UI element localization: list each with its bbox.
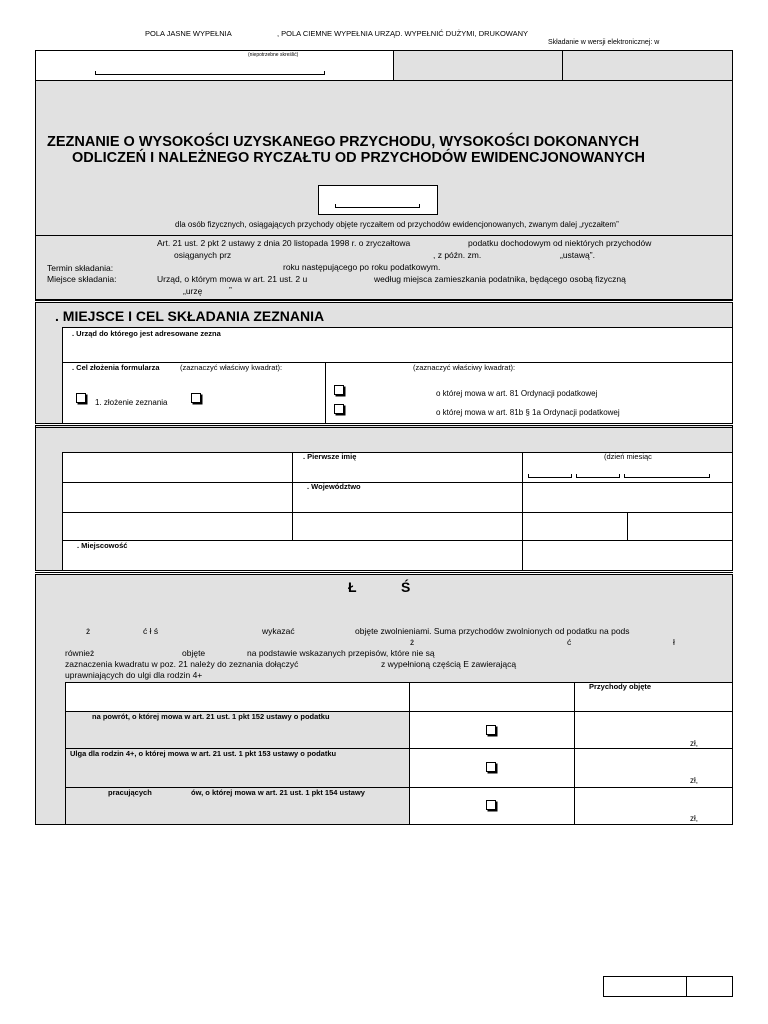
checkbox-relief-return[interactable] <box>486 725 496 735</box>
checkbox-relief-senior[interactable] <box>486 800 496 810</box>
relief-row-2-amount[interactable] <box>574 748 733 788</box>
currency-label: zł, <box>690 776 698 785</box>
option-art81b: o której mowa w art. 81b § 1a Ordynacji podatkowej <box>436 408 620 417</box>
checkbox-art81[interactable] <box>334 385 344 395</box>
section-c-text-1c: wykazać <box>262 626 295 636</box>
place-text-d: ” <box>229 285 232 295</box>
checkbox-art81b[interactable] <box>334 404 344 414</box>
option-submission: 1. złożenie zeznania <box>95 398 168 407</box>
option-art81: o której mowa w art. 81 Ordynacji podatkowej <box>436 389 598 398</box>
legal-basis-2c: „ustawą”. <box>560 250 595 260</box>
office-field-1 <box>393 50 563 81</box>
purpose-label: . Cel złożenia formularza <box>72 363 160 372</box>
optional-note: (niepotrzebne skreślić) <box>248 52 299 58</box>
section-divider <box>35 300 733 301</box>
section-divider <box>35 572 733 573</box>
legal-basis-1: Art. 21 ust. 2 pkt 2 ustawy z dnia 20 listopada 1998 r. o zryczałtowa <box>157 238 411 248</box>
currency-label: zł, <box>690 739 698 748</box>
relief-row-3-label-a: pracujących <box>108 788 152 797</box>
birth-month-input[interactable] <box>576 474 620 478</box>
place-label: Miejsce składania: <box>47 274 117 284</box>
electronic-filing-note: Składanie w wersji elektronicznej: w <box>548 39 660 46</box>
form-code-divider <box>686 976 687 997</box>
place-text: Urząd, o którym mowa w art. 21 ust. 2 u <box>157 274 308 284</box>
section-c-text-1d: objęte zwolnieniami. Suma przychodów zwolnionych od podatku na pods <box>355 626 630 636</box>
section-c-heading-l: Ł <box>348 579 357 595</box>
purpose-hint-right: (zaznaczyć właściwy kwadrat): <box>413 363 516 372</box>
deadline-label: Termin składania: <box>47 263 114 273</box>
legal-basis-2b: , z późn. zm. <box>433 250 482 260</box>
surname-field[interactable] <box>62 452 293 483</box>
place-text-b: według miejsca zamieszkania podatnika, będącego osobą fizyczną <box>374 274 626 284</box>
table-header-description <box>65 682 410 712</box>
house-number-field[interactable] <box>522 512 628 541</box>
fill-instruction-left: POLA JASNE WYPEŁNIA <box>145 29 232 38</box>
tax-office-label: . Urząd do którego jest adresowane zezna <box>72 329 221 338</box>
city-field[interactable] <box>62 540 523 571</box>
postal-code-field[interactable] <box>522 540 733 571</box>
section-c-text-4b: z wypełnioną częścią E zawierającą <box>381 659 517 669</box>
section-c-text-2c: ł <box>673 637 675 647</box>
relief-row-3-amount[interactable] <box>574 787 733 825</box>
first-name-label: . Pierwsze imię <box>303 452 357 461</box>
section-c-text-1b: ć ł ś <box>143 626 159 636</box>
column-income-label: Przychody objęte <box>589 682 652 691</box>
tax-year-box <box>318 185 438 215</box>
section-divider <box>35 427 733 428</box>
city-label: . Miejscowość <box>77 541 128 550</box>
legal-basis-1b: podatku dochodowym od niektórych przychodów <box>468 238 652 248</box>
checkbox-relief-family[interactable] <box>486 762 496 772</box>
section-c-text-3b: objęte <box>182 648 206 658</box>
form-code-box <box>603 976 733 997</box>
section-c-text-3a: również <box>65 648 95 658</box>
checkbox-submission[interactable] <box>76 393 86 403</box>
fill-instruction-right: , POLA CIEMNE WYPEŁNIA URZĄD. WYPEŁNIĆ DUŻYMI, DRUKOWANY <box>277 29 529 38</box>
section-c-text-2b: ć <box>567 637 572 647</box>
section-a-heading: . MIEJSCE I CEL SKŁADANIA ZEZNANIA <box>55 308 325 324</box>
section-c-text-1a: ż <box>86 626 91 636</box>
apartment-number-field[interactable] <box>627 512 733 541</box>
form-subtitle: dla osób fizycznych, osiągających przychody objęte ryczałtem od przychodów ewidencjonowanych, zwanym dalej „ryczałtem” <box>175 220 619 229</box>
tax-id-input[interactable] <box>95 71 325 75</box>
county-field[interactable] <box>522 482 733 513</box>
section-c-text-3c: na podstawie wskazanych przepisów, które nie są <box>247 648 435 658</box>
currency-label: zł, <box>690 814 698 823</box>
relief-row-2-label: Ulga dla rodzin 4+, o której mowa w art. 21 ust. 1 pkt 153 ustawy o podatku <box>70 749 337 758</box>
section-c-text-2a: ż <box>410 637 415 647</box>
voivodeship-label: . Województwo <box>307 482 361 491</box>
form-title-line-2: ODLICZEŃ I NALEŻNEGO RYCZAŁTU OD PRZYCHODÓW EWIDENCJONOWANYCH <box>72 150 646 166</box>
deadline-text: roku następującego po roku podatkowym. <box>283 262 441 272</box>
section-c-text-4a: zaznaczenia kwadratu w poz. 21 należy do zeznania dołączyć <box>65 659 299 669</box>
checkbox-correction[interactable] <box>191 393 201 403</box>
relief-row-1-label: na powrót, o której mowa w art. 21 ust. 1 pkt 152 ustawy o podatku <box>92 712 330 721</box>
tax-year-input[interactable] <box>335 204 420 208</box>
section-c-text-5: uprawniających do ulgi dla rodzin 4+ <box>65 670 203 680</box>
country-field[interactable] <box>62 482 293 513</box>
birth-year-input[interactable] <box>624 474 710 478</box>
street-field[interactable] <box>292 512 523 541</box>
legal-basis-2: osiąganych prz <box>174 250 232 260</box>
relief-row-3-label-b: ów, o której mowa w art. 21 ust. 1 pkt 154 ustawy <box>191 788 365 797</box>
office-field-2 <box>562 50 733 81</box>
municipality-field[interactable] <box>62 512 293 541</box>
birth-day-input[interactable] <box>528 474 572 478</box>
place-text-c: „urzę <box>183 286 203 296</box>
birth-date-label: (dzień miesiąc <box>604 452 652 461</box>
section-c-heading-s: Ś <box>401 579 411 595</box>
table-header-checkbox <box>409 682 575 712</box>
relief-row-1-amount[interactable] <box>574 711 733 749</box>
form-title-line-1: ZEZNANIE O WYSOKOŚCI UZYSKANEGO PRZYCHODU, WYSOKOŚCI DOKONANYCH <box>47 134 640 150</box>
purpose-hint: (zaznaczyć właściwy kwadrat): <box>180 363 283 372</box>
